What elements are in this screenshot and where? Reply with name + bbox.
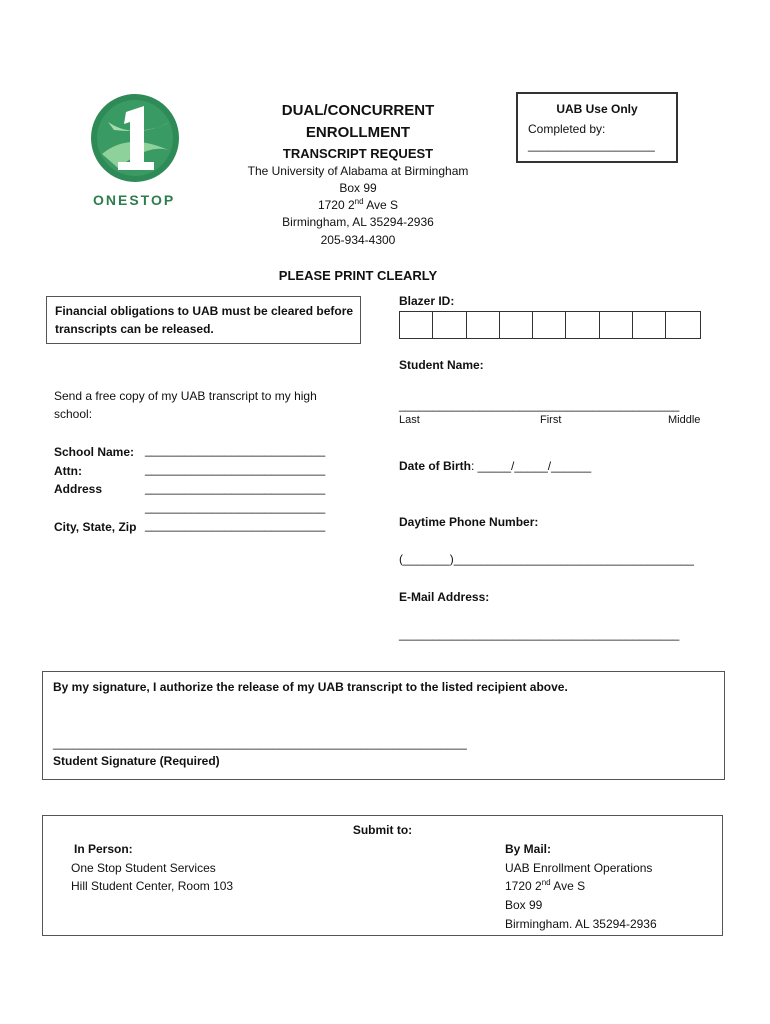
student-name-label: Student Name: (399, 358, 484, 372)
signature-field[interactable]: ______________________________________________________________ (53, 736, 467, 750)
student-name-field[interactable]: __________________________________________ (399, 398, 680, 412)
blazer-id-label: Blazer ID: (399, 294, 455, 308)
by-mail-line4: Birmingham. AL 35294-2936 (505, 917, 657, 931)
address-phone: 205-934-4300 (320, 233, 396, 247)
form-subtitle: TRANSCRIPT REQUEST (282, 146, 434, 161)
address-line3: 1720 2nd Ave S (317, 197, 399, 212)
blazer-id-boxes[interactable] (399, 311, 701, 339)
date-of-birth-field[interactable]: : _____/_____/______ (471, 459, 592, 473)
address-field-line2[interactable]: ___________________________ (145, 500, 326, 514)
blazer-id-box[interactable] (500, 312, 533, 338)
financial-notice-line1: Financial obligations to UAB must be cleared before (55, 304, 354, 318)
city-state-zip-label: City, State, Zip (54, 520, 137, 534)
completed-by-label: Completed by: (528, 122, 606, 136)
signature-label: Student Signature (Required) (53, 754, 220, 768)
email-label: E-Mail Address: (399, 590, 490, 604)
student-name-last-caption: Last (399, 414, 420, 426)
attn-label: Attn: (54, 464, 82, 478)
phone-field[interactable]: (_______)____________________________________ (399, 552, 694, 566)
in-person-label: In Person: (74, 842, 133, 856)
blazer-id-box[interactable] (600, 312, 633, 338)
in-person-line2: Hill Student Center, Room 103 (71, 879, 234, 893)
address-field-line1[interactable]: ___________________________ (145, 481, 326, 495)
phone-label: Daytime Phone Number: (399, 515, 539, 529)
school-name-label: School Name: (54, 445, 135, 459)
student-name-first-caption: First (540, 414, 562, 426)
completed-by-line: ___________________ (528, 138, 655, 152)
address-line1: The University of Alabama at Birmingham (247, 164, 469, 178)
by-mail-line1: UAB Enrollment Operations (505, 861, 653, 875)
blazer-id-box[interactable] (633, 312, 666, 338)
form-title-line2: ENROLLMENT (305, 124, 411, 141)
blazer-id-box[interactable] (666, 312, 699, 338)
onestop-logo-icon (88, 92, 188, 188)
city-state-zip-field[interactable]: ___________________________ (145, 518, 326, 532)
blazer-id-box[interactable] (533, 312, 566, 338)
date-of-birth-label: Date of Birth (399, 459, 471, 473)
blazer-id-box[interactable] (400, 312, 433, 338)
financial-notice-line2: transcripts can be released. (55, 322, 214, 336)
address-line2: Box 99 (339, 181, 377, 195)
financial-notice-box (46, 296, 361, 344)
submit-title: Submit to: (352, 823, 413, 837)
in-person-line1: One Stop Student Services (71, 861, 216, 875)
by-mail-line3: Box 99 (505, 898, 543, 912)
submit-box (42, 815, 723, 936)
school-name-field[interactable]: ___________________________ (145, 443, 326, 457)
onestop-logo-text: ONESTOP (93, 192, 176, 208)
uab-use-only-title: UAB Use Only (556, 102, 638, 116)
address-label: Address (54, 482, 103, 496)
high-school-intro-line1: Send a free copy of my UAB transcript to my high (54, 389, 317, 403)
blazer-id-box[interactable] (433, 312, 466, 338)
attn-field[interactable]: ___________________________ (145, 462, 326, 476)
blazer-id-box[interactable] (566, 312, 599, 338)
by-mail-line2: 1720 2nd Ave S (505, 878, 586, 893)
by-mail-label: By Mail: (505, 842, 552, 856)
blazer-id-box[interactable] (467, 312, 500, 338)
student-name-middle-caption: Middle (668, 414, 701, 426)
signature-statement: By my signature, I authorize the release of my UAB transcript to the listed recipient above. (53, 680, 568, 694)
signature-box (42, 671, 725, 780)
date-of-birth-row (399, 459, 591, 473)
onestop-logo (88, 92, 188, 212)
form-title-line1: DUAL/CONCURRENT (281, 102, 435, 119)
email-field[interactable]: __________________________________________ (399, 627, 680, 641)
high-school-intro-line2: school: (54, 407, 93, 421)
print-clearly-heading: PLEASE PRINT CLEARLY (278, 268, 438, 283)
uab-use-only-box (516, 92, 678, 163)
address-line4: Birmingham, AL 35294-2936 (282, 215, 434, 229)
